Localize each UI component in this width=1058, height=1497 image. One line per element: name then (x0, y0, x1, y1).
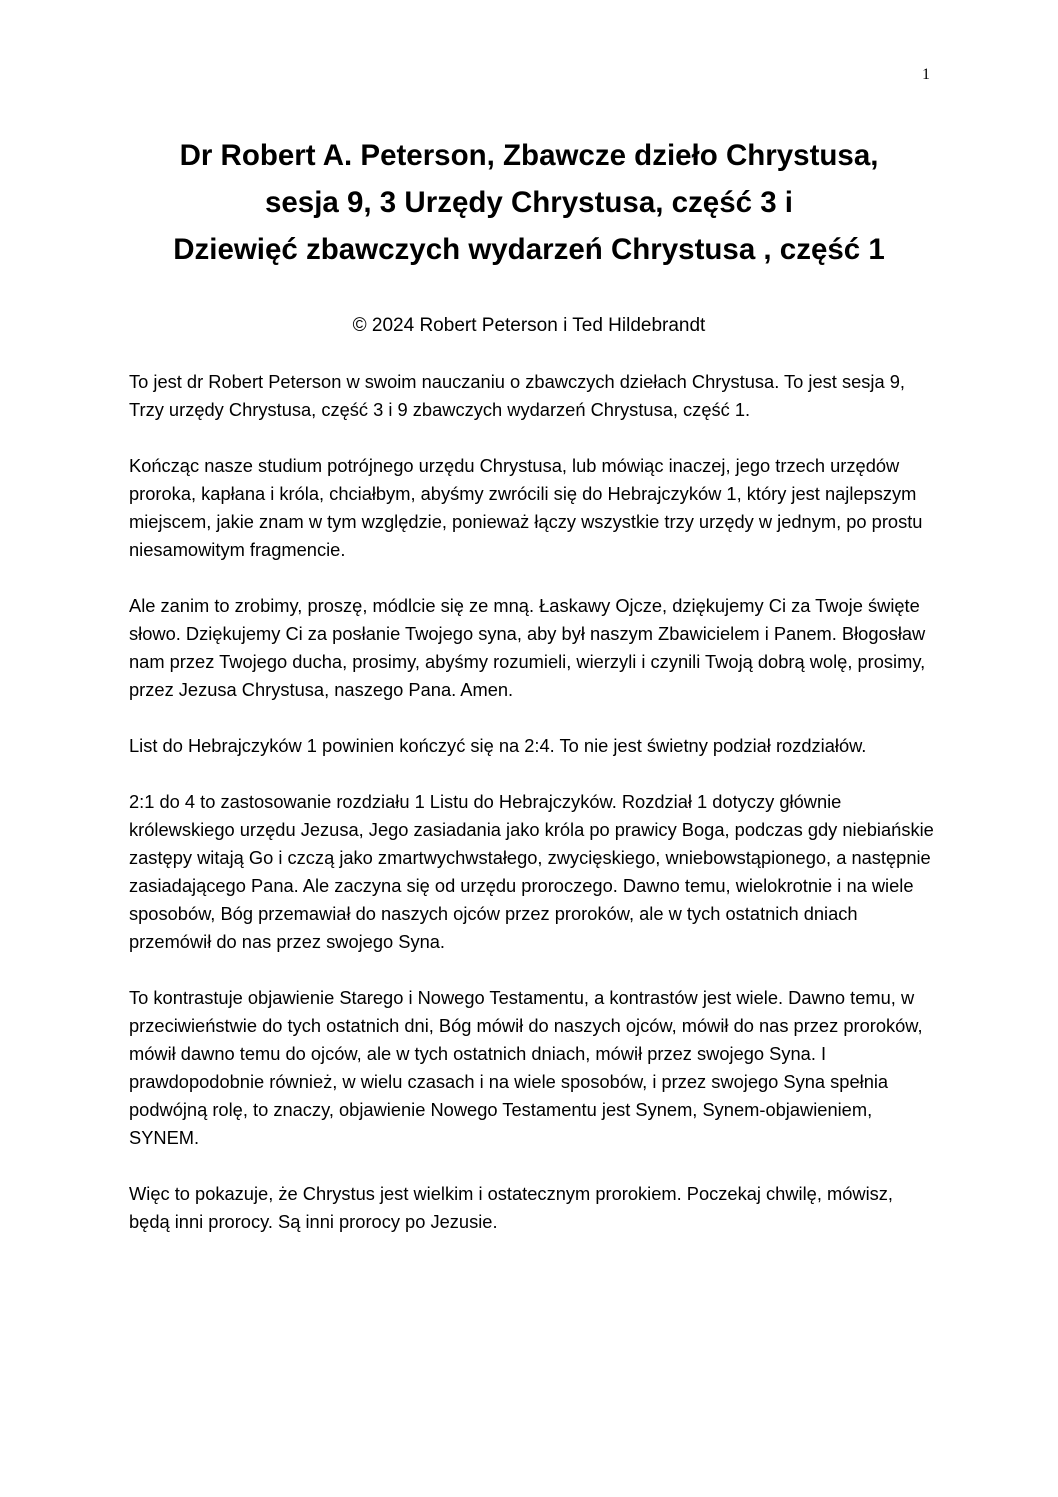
paragraph: Kończąc nasze studium potrójnego urzędu Chrystusa, lub mówiąc inaczej, jego trzech urzędów proroka, kapłana i króla, chciałbym, abyśmy zwrócili się do Hebrajczyków 1, który jest najlepszym miejscem, jakie znam w tym względzie, ponieważ łączy wszystkie trzy urzędy w jednym, po prostu niesamowitym fragmencie. (129, 455, 923, 560)
title-line-2: sesja 9, 3 Urzędy Chrystusa, część 3 i (264, 186, 794, 219)
transcript-body (129, 368, 935, 1264)
title-line-3: Dziewięć zbawczych wydarzeń Chrystusa , część 1 (173, 233, 885, 266)
copyright-notice: © 2024 Robert Peterson i Ted Hildebrandt (352, 315, 706, 336)
page-number: 1 (922, 66, 930, 83)
title-line-1: Dr Robert A. Peterson, Zbawcze dzieło Chrystusa, (179, 139, 879, 172)
document-title (100, 132, 958, 273)
paragraph: Więc to pokazuje, że Chrystus jest wielkim i ostatecznym prorokiem. Poczekaj chwilę, mówisz, będą inni prorocy. Są inni prorocy po Jezusie. (129, 1183, 893, 1232)
paragraph: 2:1 do 4 to zastosowanie rozdziału 1 Listu do Hebrajczyków. Rozdział 1 dotyczy głównie królewskiego urzędu Jezusa, Jego zasiadania jako króla po prawicy Boga, podczas gdy niebiańskie zastępy witają Go i czczą jako zmartwychwstałego, zwycięskiego, wniebowstąpionego, a następnie zasiadającego Pana. Ale zaczyna się od urzędu proroczego. Dawno temu, wielokrotnie i na wiele sposobów, Bóg przemawiał do naszych ojców przez proroków, ale w tych ostatnich dniach przemówił do nas przez swojego Syna. (129, 791, 934, 952)
paragraph: List do Hebrajczyków 1 powinien kończyć się na 2:4. To nie jest świetny podział rozdziałów. (129, 735, 867, 756)
paragraph: To kontrastuje objawienie Starego i Nowego Testamentu, a kontrastów jest wiele. Dawno temu, w przeciwieństwie do tych ostatnich dni, Bóg mówił do naszych ojców, mówił do nas przez proroków, mówił dawno temu do ojców, ale w tych ostatnich dniach, mówił przez swojego Syna. I prawdopodobnie również, w wielu czasach i na wiele sposobów, i przez swojego Syna spełnia podwójną rolę, to znaczy, objawienie Nowego Testamentu jest Synem, Synem-objawieniem, SYNEM. (129, 987, 923, 1148)
paragraph: Ale zanim to zrobimy, proszę, módlcie się ze mną. Łaskawy Ojcze, dziękujemy Ci za Twoje święte słowo. Dziękujemy Ci za posłanie Twojego syna, aby był naszym Zbawicielem i Panem. Błogosław nam przez Twojego ducha, prosimy, abyśmy rozumieli, wierzyli i czynili Twoją dobrą wolę, prosimy, przez Jezusa Chrystusa, naszego Pana. Amen. (129, 595, 926, 700)
paragraph: To jest dr Robert Peterson w swoim nauczaniu o zbawczych dziełach Chrystusa. To jest sesja 9, Trzy urzędy Chrystusa, część 3 i 9 zbawczych wydarzeń Chrystusa, część 1. (129, 371, 905, 420)
